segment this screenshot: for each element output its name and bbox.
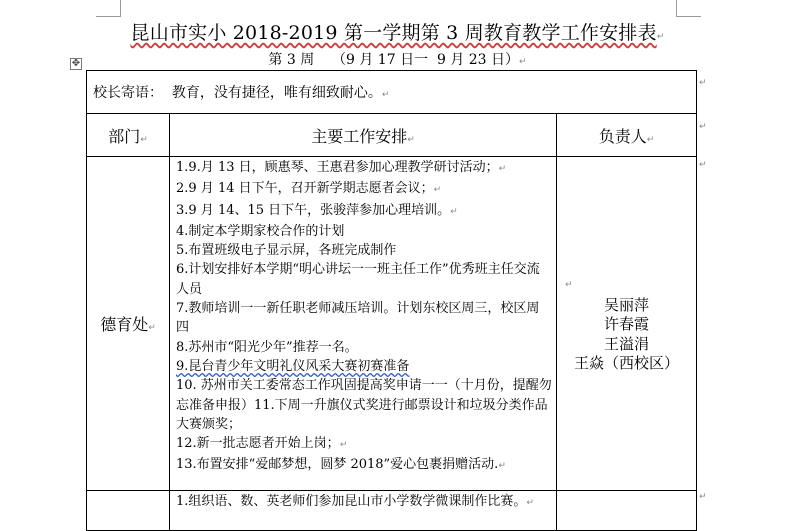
dept-name: 德育处 [100, 315, 149, 334]
paragraph-mark-icon: ↵ [498, 164, 507, 174]
week-subtitle [0, 51, 795, 71]
owner-cell[interactable] [557, 491, 697, 531]
paragraph-mark-icon: ↵ [526, 498, 534, 508]
owner-name: 王焱（西校区） [574, 354, 680, 373]
paragraph-mark-icon: ↵ [450, 206, 458, 217]
table-move-handle-icon[interactable]: ✥ [71, 58, 81, 69]
row-end-mark-icon: ↵ [699, 78, 707, 88]
paragraph-mark-icon: ↵ [656, 32, 665, 42]
header-tasks-text: 主要工作安排 [311, 126, 408, 146]
subtitle-text: 第 3 周 （9 月 17 日一 9 月 23 日） [268, 52, 520, 68]
header-dept-text: 部门 [108, 126, 141, 146]
row-end-mark-icon: ↵ [699, 122, 707, 132]
motto-label: 校长寄语： [93, 85, 163, 101]
paragraph-mark-icon: ↵ [498, 461, 506, 472]
header-owner-text: 负责人 [598, 126, 647, 146]
section-row-moral [87, 157, 697, 491]
page-corner-mark-right [676, 0, 701, 17]
paragraph-mark-icon: ↵ [381, 90, 390, 100]
header-tasks[interactable] [170, 114, 557, 157]
task-item: 1.组织语、数、英老师们参加昆山市小学数学微课制作比赛。↵ [176, 494, 534, 509]
page-corner-mark-left [96, 0, 121, 17]
paragraph-mark-icon: ↵ [407, 134, 415, 145]
paragraph-mark-icon: ↵ [433, 185, 442, 196]
document-title [0, 20, 795, 50]
dept-cell[interactable] [87, 491, 170, 531]
row-end-mark-icon: ↵ [699, 160, 707, 170]
paragraph-mark-icon: ↵ [148, 323, 156, 333]
task-item: 7.教师培训一一新任职老师减压培训。计划东校区周三，校区周四 [176, 301, 540, 336]
task-item: 1.9.月 13 日，顾惠琴、王惠君参加心理教学研讨活动；↵ [176, 160, 507, 175]
tasks-cell[interactable] [170, 157, 557, 491]
owner-name: 王溢涓 [604, 334, 650, 353]
owner-name: 吴丽萍 [604, 295, 650, 314]
dept-cell[interactable] [87, 157, 170, 491]
header-row [87, 114, 697, 157]
paragraph-mark-icon: ↵ [565, 280, 573, 291]
section-row-teaching [87, 491, 697, 531]
task-item: 2.9 月 14 日下午，召开新学期志愿者会议；↵ [176, 181, 442, 197]
task-item: 6.计划安排好本学期“明心讲坛一一班主任工作”优秀班主任交流人员 [176, 262, 540, 297]
owner-name: 许春霞 [604, 315, 650, 334]
task-item: 9.昆台青少年文明礼仪风采大赛初赛准备 [176, 358, 410, 374]
schedule-table [86, 70, 697, 531]
tasks-cell[interactable] [170, 491, 557, 531]
paragraph-mark-icon: ↵ [646, 134, 655, 145]
task-item: 12.新一批志愿者开始上岗；↵ [176, 436, 348, 452]
task-item: 13.布置安排“爱邮梦想，圆梦 2018”爱心包裹捐赠活动.↵ [176, 457, 506, 473]
row-end-mark-icon: ↵ [699, 492, 707, 502]
task-item: 5.布置班级电子显示屏，各班完成制作 [176, 243, 397, 259]
title-text: 昆山市实小 2018-2019 第一学期第 3 周教育教学工作安排表 [130, 22, 657, 44]
task-item: 10. 苏州市关工委常态工作巩固提高奖申请一一（十月份，提醒勿忘准备申报）11.下周一升旗仪式奖进行邮票设计和垃圾分类作品大赛颁奖； [176, 378, 552, 432]
motto-cell[interactable] [87, 71, 697, 114]
task-item: 3.9 月 14、15 日下午，张骏萍参加心理培训。↵ [176, 202, 458, 218]
task-item: 4.制定本学期家校合作的计划 [176, 223, 345, 239]
header-owner[interactable] [557, 114, 697, 157]
task-item: 8.苏州市“阳光少年”推荐一名。 [176, 339, 358, 355]
header-dept[interactable] [87, 114, 170, 157]
paragraph-mark-icon: ↵ [140, 134, 148, 145]
paragraph-mark-icon: ↵ [339, 440, 348, 451]
motto-row [87, 71, 697, 114]
motto-text: 教育，没有捷径，唯有细致耐心。 [171, 85, 382, 101]
paragraph-mark-icon: ↵ [519, 57, 527, 67]
owner-cell[interactable] [557, 157, 697, 491]
